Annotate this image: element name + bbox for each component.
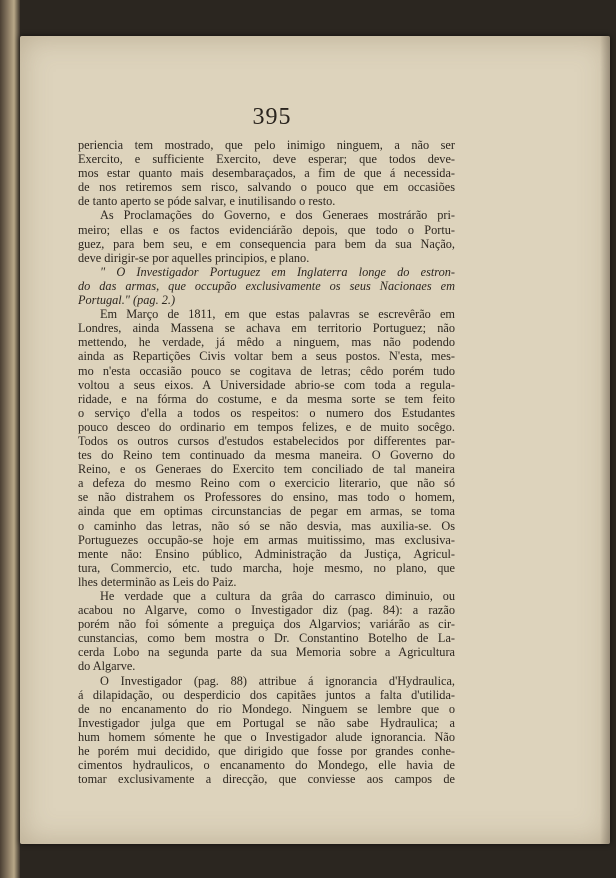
text-line: á dilapidação, ou desperdicio dos capitães juntos a falta d'utilida- bbox=[78, 687, 455, 702]
text-line: Exercito, e sufficiente Exercito, deve esperar; que todos deve- bbox=[78, 152, 455, 167]
text-line: he porém mui decidido, que dirigido que fosse por grandes conhe- bbox=[78, 744, 455, 759]
text-line: voltou a seus eixos. A Universidade abrio-se com toda a regula- bbox=[78, 377, 455, 392]
text-line: As Proclamações do Governo, e dos Generaes mostrárão pri- bbox=[100, 208, 455, 223]
text-line: pouco desceo do ordinario em tempos felizes, e de muito socêgo. bbox=[78, 419, 455, 434]
text-line: ainda que em optimas circunstancias de pegar em armas, se toma bbox=[78, 504, 455, 519]
text-line: do das armas, que occupão exclusivamente os seus Nacionaes em bbox=[78, 278, 455, 293]
text-line: hum homem sómente he que o Investigador alude ignorancia. Não bbox=[78, 729, 455, 744]
text-line: a defeza do mesmo Reino com o exercicio literario, que não só bbox=[78, 476, 455, 491]
text-line: cerda Lobo na segunda parte da sua Memoria sobre a Agricultura bbox=[78, 645, 455, 660]
text-line: de no encanamento do rio Mondego. Ninguem se lembre que o bbox=[78, 701, 455, 716]
text-line: guez, para bem seu, e em consequencia para bem da sua Nação, bbox=[78, 236, 455, 251]
text-line: tomar exclusivamente a direcção, que conviesse aos campos de bbox=[78, 772, 455, 787]
text-line: O Investigador (pag. 88) attribue á ignorancia d'Hydraulica, bbox=[100, 673, 455, 688]
text-line: Investigador julga que em Portugal se não sabe Hydraulica; a bbox=[78, 715, 455, 730]
text-line: cunstancias, como bem mostra o Dr. Constantino Botelho de La- bbox=[78, 631, 455, 646]
text-line: acabou no Algarve, como o Investigador diz (pag. 84): a razão bbox=[78, 603, 455, 618]
text-line: porém não foi sómente a preguiça dos Algarvios; variárão as cir- bbox=[78, 617, 455, 632]
book-spine-edge bbox=[0, 0, 20, 878]
page-gutter-shadow bbox=[600, 36, 610, 844]
text-line: ridade, e na fórma do costume, e da mesma sorte se tem feito bbox=[78, 391, 455, 406]
text-line: cimentos hydraulicos, o encanamento do Mondego, elle havia de bbox=[78, 758, 455, 773]
text-line: Londres, ainda Massena se achava em territorio Portuguez; não bbox=[78, 321, 455, 336]
text-line: mos estar quanto mais desembaraçados, a fim de que á necessida- bbox=[78, 166, 455, 181]
text-line: mente não: Ensino público, Administração da Justiça, Agricul- bbox=[78, 546, 455, 561]
text-line: Reino, e os Generaes do Exercito tem conciliado de tal maneira bbox=[78, 462, 455, 477]
text-line: meiro; ellas e os factos evidenciárão depois, que todo o Portu- bbox=[78, 222, 455, 237]
text-line: lhes determinão as Leis do Paiz. bbox=[78, 574, 237, 589]
body-text bbox=[78, 138, 455, 786]
text-line: de nos retiremos sem risco, salvando o pouco que em occasiões bbox=[78, 180, 455, 195]
text-line: de tanto aperto se póde salvar, e inutilisando o resto. bbox=[78, 194, 336, 209]
text-line: deve dirigir-se por aquelles principios, e plano. bbox=[78, 250, 310, 265]
text-line: Em Março de 1811, em que estas palavras se escrevêrão em bbox=[100, 307, 455, 322]
text-line: periencia tem mostrado, que pelo inimigo ninguem, a não ser bbox=[78, 138, 455, 152]
text-line: mo n'esta occasião pouco se cogitava de letras; cêdo porém tudo bbox=[78, 363, 455, 378]
text-line: Portugal." (pag. 2.) bbox=[78, 293, 176, 308]
text-line: o serviço d'ella a todos os respeitos: o numero dos Estudantes bbox=[78, 405, 455, 420]
text-line: mettendo, he verdade, já mêdo a ninguem, mas não podendo bbox=[78, 335, 455, 350]
page-number: 395 bbox=[252, 104, 292, 130]
text-line: se não distrahem os Professores do ensino, mas todo o homem, bbox=[78, 490, 455, 505]
text-line: He verdade que a cultura da grâa do carrasco diminuio, ou bbox=[100, 589, 455, 603]
text-line: o caminho das letras, não só se não desvia, mas auxilia-se. Os bbox=[78, 518, 455, 533]
text-line: ainda as Repartições Civis voltar bem a seus postos. N'esta, mes- bbox=[78, 349, 455, 364]
text-line: tes do Reino tem continuado da mesma maneira. O Governo do bbox=[78, 448, 455, 463]
text-line: tura, Commercio, etc. tudo marcha, hoje mesmo, no plano, que bbox=[78, 560, 455, 575]
text-line: Portuguezes occupão-se hoje em armas muitissimo, mas exclusiva- bbox=[78, 532, 455, 547]
text-line: " O Investigador Portuguez em Inglaterra longe do estron- bbox=[100, 264, 455, 279]
text-line: do Algarve. bbox=[78, 659, 136, 674]
text-line: Todos os outros cursos d'estudos estabelecidos por differentes par- bbox=[78, 433, 455, 448]
